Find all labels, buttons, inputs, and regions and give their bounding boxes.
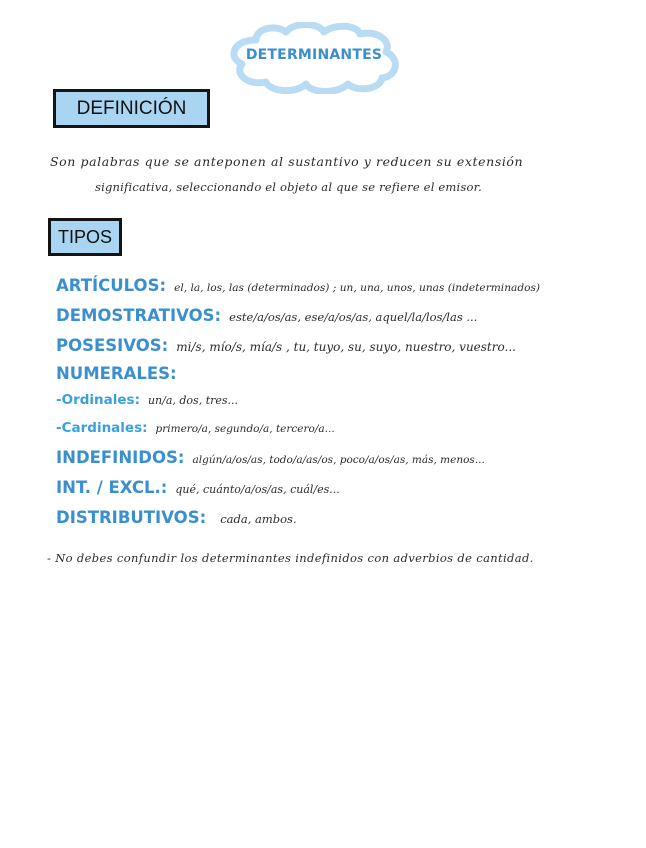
type-examples-indefinidos: algún/a/os/as, todo/a/as/os, poco/a/os/as, más, menos...	[192, 454, 485, 466]
type-label-numerales: NUMERALES:	[56, 364, 177, 383]
type-label-demostrativos: DEMOSTRATIVOS:	[56, 306, 222, 325]
type-examples-articulos: el, la, los, las (determinados) ; un, una, unos, unas (indeterminados)	[174, 282, 541, 294]
type-examples-cardinales: primero/a, segundo/a, tercero/a...	[155, 423, 335, 435]
type-label-ordinales: -Ordinales:	[56, 392, 140, 408]
type-row-numerales	[56, 364, 177, 383]
types-heading: TIPOS	[48, 218, 122, 256]
type-examples-demostrativos: este/a/os/as, ese/a/os/as, aquel/la/los/las ...	[229, 310, 478, 324]
type-row-distributivos	[56, 508, 297, 527]
type-label-cardinales: -Cardinales:	[56, 420, 148, 436]
type-label-int-excl: INT. / EXCL.:	[56, 478, 168, 497]
type-label-articulos: ARTÍCULOS:	[56, 276, 167, 295]
page-title: DETERMINANTES	[245, 47, 383, 63]
type-label-distributivos: DISTRIBUTIVOS:	[56, 508, 207, 527]
type-row-articulos	[56, 276, 540, 295]
type-examples-distributivos: cada, ambos.	[220, 512, 297, 526]
type-row-demostrativos	[56, 306, 477, 325]
type-row-int-excl	[56, 478, 340, 497]
type-row-cardinales	[56, 420, 335, 436]
type-row-indefinidos	[56, 448, 485, 467]
title-cloud	[226, 22, 402, 94]
type-label-indefinidos: INDEFINIDOS:	[56, 448, 185, 467]
definition-text-line-1: Son palabras que se anteponen al sustantivo y reducen su extensión	[50, 154, 524, 169]
type-row-ordinales	[56, 392, 238, 408]
type-examples-int-excl: qué, cuánto/a/os/as, cuál/es...	[175, 483, 340, 496]
type-row-posesivos	[56, 336, 516, 355]
note-text: - No debes confundir los determinantes indefinidos con adverbios de cantidad.	[47, 551, 534, 565]
type-examples-ordinales: un/a, dos, tres...	[147, 394, 239, 407]
type-label-posesivos: POSESIVOS:	[56, 336, 169, 355]
definition-heading: DEFINICIÓN	[53, 89, 210, 128]
definition-text-line-2: significativa, seleccionando el objeto al que se refiere el emisor.	[95, 180, 482, 194]
type-examples-posesivos: mi/s, mío/s, mía/s , tu, tuyo, su, suyo, nuestro, vuestro...	[176, 340, 516, 354]
